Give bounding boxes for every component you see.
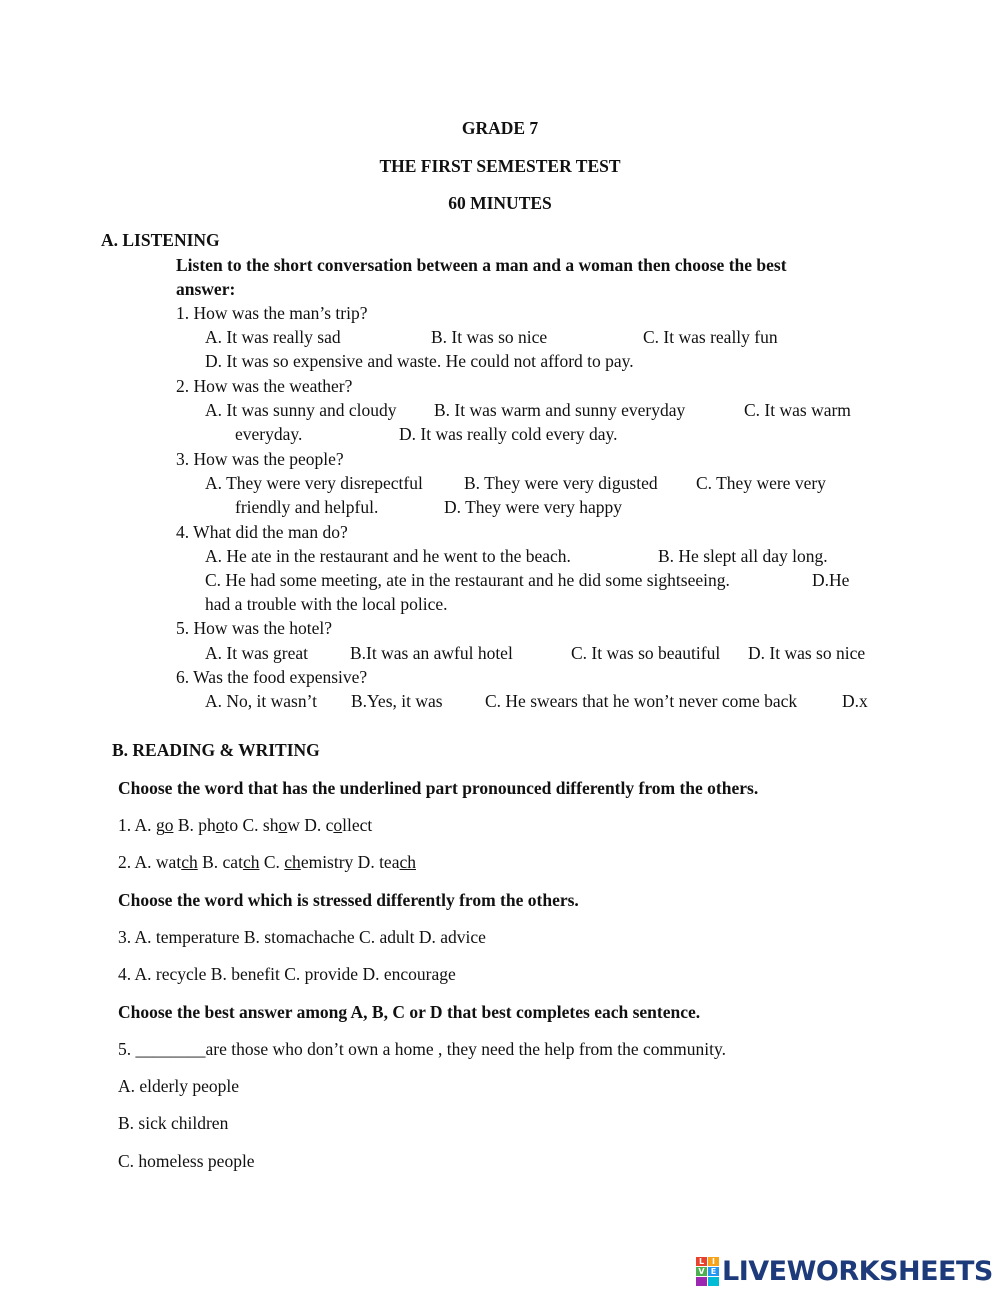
listening-q3-option-c-cont: friendly and helpful.	[235, 497, 379, 517]
listening-q3-option-d: D. They were very happy	[444, 497, 623, 517]
listening-q1-option-c: C. It was really fun	[643, 327, 778, 347]
q1-text-3: w D. c	[287, 815, 334, 835]
q2-underline-3: ch	[284, 852, 301, 872]
listening-q4-option-d: D.He	[812, 570, 850, 590]
q2-text-3: emistry D. tea	[300, 852, 400, 872]
listening-q1-option-a: A. It was really sad	[205, 327, 341, 347]
listening-q2-option-d: D. It was really cold every day.	[399, 424, 618, 444]
listening-heading: A. LISTENING	[101, 230, 220, 250]
q1-underline-1a: g	[155, 815, 165, 835]
logo-cell: E	[708, 1267, 719, 1276]
reading-heading: B. READING & WRITING	[112, 740, 320, 760]
q1-underline-2: o	[215, 815, 225, 835]
listening-q3-question: 3. How was the people?	[176, 449, 344, 469]
listening-q4-question: 4. What did the man do?	[176, 522, 348, 542]
logo-cell: L	[696, 1257, 707, 1266]
logo-cell: V	[696, 1267, 707, 1276]
listening-q4-option-b: B. He slept all day long.	[658, 546, 828, 566]
stress-q3: 3. A. temperature B. stomachache C. adult D. advice	[118, 927, 486, 947]
stress-q4: 4. A. recycle B. benefit C. provide D. encourage	[118, 964, 456, 984]
q1-underline-3: o	[278, 815, 288, 835]
pronunciation-q1	[118, 817, 372, 835]
listening-instruction-line1: Listen to the short conversation between a man and a woman then choose the best	[176, 255, 787, 275]
listening-q5-option-b: B.It was an awful hotel	[350, 643, 513, 663]
logo-cell	[708, 1277, 719, 1286]
grade-title: GRADE 7	[461, 118, 539, 138]
q2-underline-1: ch	[181, 852, 198, 872]
q2-underline-4: ch	[399, 852, 416, 872]
pronunciation-instruction: Choose the word that has the underlined part pronounced differently from the others.	[118, 778, 759, 798]
listening-q6-question: 6. Was the food expensive?	[176, 667, 368, 687]
q1-underline-4: o	[333, 815, 343, 835]
q1-underline-1: o	[164, 815, 174, 835]
sentence-q5-option-a: A. elderly people	[118, 1076, 239, 1096]
listening-q6-option-d: D.x	[842, 691, 868, 711]
listening-q1-option-b: B. It was so nice	[431, 327, 548, 347]
stress-instruction: Choose the word which is stressed differently from the others.	[118, 890, 579, 910]
q1-text-2: to C. sh	[224, 815, 279, 835]
pronunciation-q2	[118, 854, 416, 872]
listening-q2-option-c-cont: everyday.	[235, 424, 303, 444]
logo-text: LIVEWORKSHEETS	[722, 1255, 993, 1287]
q2-number: 2. A. wat	[118, 852, 182, 872]
listening-q6-option-b: B.Yes, it was	[351, 691, 443, 711]
listening-q4-option-c: C. He had some meeting, ate in the restaurant and he did some sightseeing.	[205, 570, 730, 590]
q2-text-2: C.	[259, 852, 285, 872]
listening-q2-question: 2. How was the weather?	[176, 376, 353, 396]
logo-cell: I	[708, 1257, 719, 1266]
listening-instruction-line2: answer:	[176, 279, 236, 299]
duration-title: 60 MINUTES	[448, 193, 552, 213]
listening-q2-option-b: B. It was warm and sunny everyday	[434, 400, 686, 420]
listening-q5-option-a: A. It was great	[205, 643, 309, 663]
listening-q6-option-c: C. He swears that he won’t never come back	[485, 691, 798, 711]
logo-mark-icon	[696, 1257, 719, 1286]
logo-cell	[696, 1277, 707, 1286]
listening-q3-option-a: A. They were very disrepectful	[205, 473, 423, 493]
listening-q3-option-c: C. They were very	[696, 473, 826, 493]
listening-q5-option-d: D. It was so nice	[748, 643, 866, 663]
listening-q1-question: 1. How was the man’s trip?	[176, 303, 368, 323]
listening-q5-option-c: C. It was so beautiful	[571, 643, 721, 663]
test-title: THE FIRST SEMESTER TEST	[379, 156, 621, 176]
listening-q2-option-c: C. It was warm	[744, 400, 851, 420]
q1-number: 1. A.	[118, 815, 156, 835]
listening-q1-option-d: D. It was so expensive and waste. He could not afford to pay.	[205, 351, 634, 371]
listening-q2-option-a: A. It was sunny and cloudy	[205, 400, 397, 420]
liveworksheets-logo	[696, 1256, 993, 1286]
listening-q4-option-d-cont: had a trouble with the local police.	[205, 594, 448, 614]
listening-q5-question: 5. How was the hotel?	[176, 618, 333, 638]
best-answer-instruction: Choose the best answer among A, B, C or D that best completes each sentence.	[118, 1002, 701, 1022]
q2-text-1: B. cat	[197, 852, 243, 872]
q1-text-4: llect	[342, 815, 373, 835]
sentence-q5-option-b: B. sick children	[118, 1113, 229, 1133]
sentence-q5-option-c: C. homeless people	[118, 1151, 255, 1171]
listening-q6-option-a: A. No, it wasn’t	[205, 691, 317, 711]
q1-text-1: B. ph	[173, 815, 216, 835]
sentence-q5: 5. ________are those who don’t own a home , they need the help from the community.	[118, 1039, 726, 1059]
listening-q3-option-b: B. They were very digusted	[464, 473, 658, 493]
listening-q4-option-a: A. He ate in the restaurant and he went to the beach.	[205, 546, 571, 566]
q2-underline-2: ch	[242, 852, 260, 872]
